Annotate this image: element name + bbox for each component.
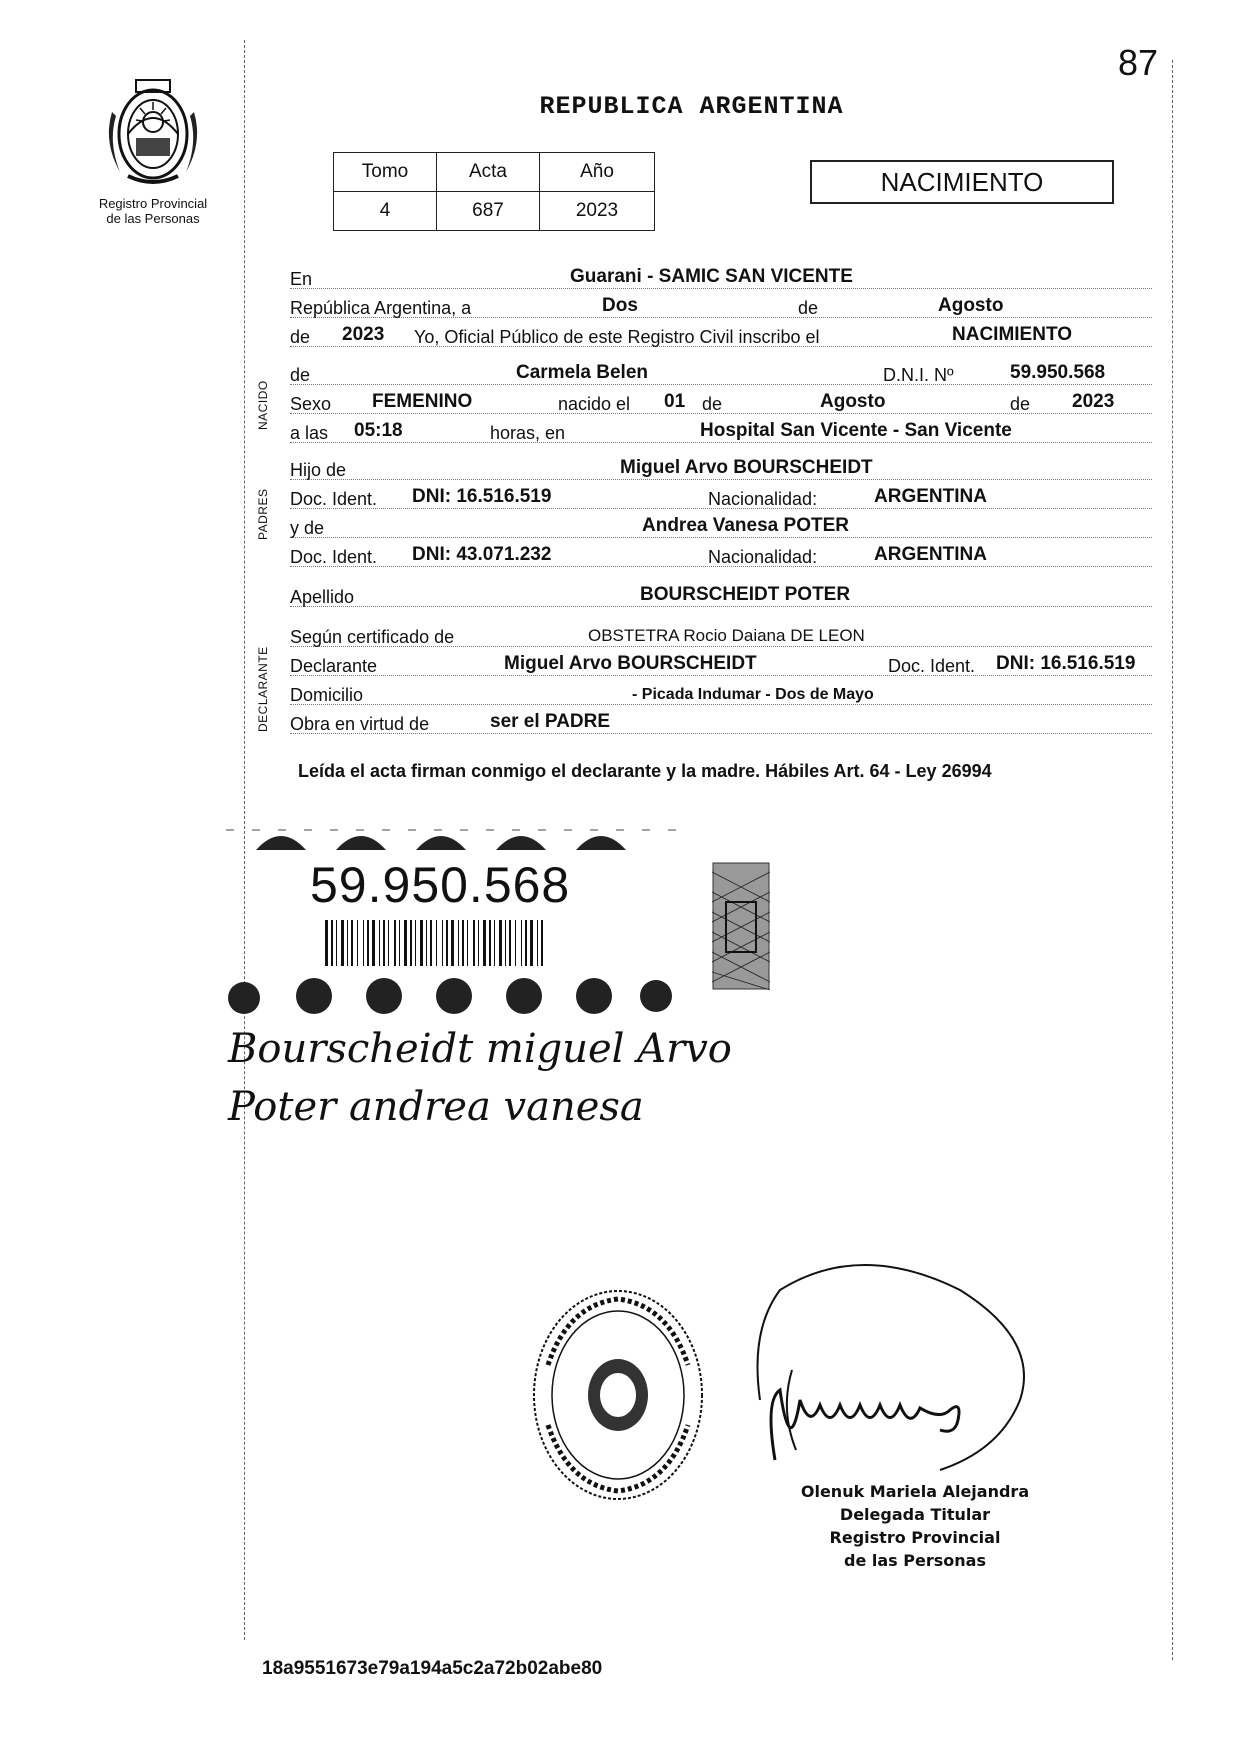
value-sexo: FEMENINO [372,391,473,412]
label-republica: República Argentina, a [290,298,472,318]
label-doc-3: Doc. Ident. [888,656,976,676]
page-number: 87 [1118,42,1159,83]
label-en: En [290,269,313,289]
row-father-doc [290,482,1152,509]
row-en [290,262,1152,289]
official-role: Delegada Titular [839,1505,991,1524]
row-sexo [290,387,1152,414]
document-hash: 18a9551673e79a194a5c2a72b02abe80 [262,1658,603,1679]
record-acta: 687 [437,192,540,231]
label-de-4: de [702,394,723,414]
value-certificado: OBSTETRA Rocio Daiana DE LEON [588,626,865,645]
section-label-padres: PADRES [256,488,270,540]
value-obra: ser el PADRE [490,711,611,732]
value-birth-time: 05:18 [354,420,403,441]
value-birth-place: Hospital San Vicente - San Vicente [700,420,1012,441]
label-doc-1: Doc. Ident. [290,489,378,509]
label-doc-2: Doc. Ident. [290,547,378,567]
issuer-line-2: de las Personas [106,211,200,226]
label-a-las: a las [290,423,329,443]
label-nacionalidad-2: Nacionalidad: [708,547,818,567]
official-seal [528,1285,708,1505]
value-declarante-doc: DNI: 16.516.519 [996,653,1136,674]
value-domicilio: - Picada Indumar - Dos de Mayo [632,686,874,703]
record-header-anio: Año [540,153,655,192]
label-declarante: Declarante [290,656,378,676]
value-mother-name: Andrea Vanesa POTER [642,515,849,536]
top-ornament-strip [226,822,676,852]
row-inscribo [290,320,1152,347]
barcode [325,920,550,966]
value-month: Agosto [938,295,1004,316]
row-hijo [290,453,1152,480]
official-org-line-1: Registro Provincial [829,1528,1001,1547]
official-block [790,1480,1040,1572]
row-hora [290,416,1152,443]
record-id-table [333,152,655,231]
row-declarante [290,649,1152,676]
value-inscribo: NACIMIENTO [952,324,1072,345]
row-mother-doc [290,540,1152,567]
label-horas: horas, en [490,423,566,443]
label-y-de: y de [290,518,325,538]
label-de-1: de [798,298,819,318]
closing-note: Leída el acta firman conmigo el declarante y la madre. Hábiles Art. 64 - Ley 26994 [298,761,992,781]
country-title: REPUBLICA ARGENTINA [539,92,844,121]
handwritten-names [228,1020,732,1136]
value-mother-doc: DNI: 43.071.232 [412,544,552,565]
official-org-line-2: de las Personas [844,1551,986,1570]
section-label-nacido: NACIDO [256,380,270,430]
handwritten-line-2: Poter andrea vanesa [228,1084,644,1130]
value-father-doc: DNI: 16.516.519 [412,486,552,507]
value-surname: BOURSCHEIDT POTER [640,584,851,605]
value-birth-month: Agosto [820,391,886,412]
issuer-line-1: Registro Provincial [98,196,208,211]
label-nacido-el: nacido el [558,394,631,414]
label-dni: D.N.I. Nº [883,365,954,385]
record-anio: 2023 [540,192,655,231]
label-inscribo: Yo, Oficial Público de este Registro Civil inscribo el [414,327,820,347]
bottom-ornament-strip [226,970,676,1016]
value-day: Dos [602,295,638,316]
label-obra: Obra en virtud de [290,714,430,734]
label-de-3: de [290,365,311,385]
row-date [290,291,1152,318]
row-certificado [290,620,1152,647]
value-en: Guarani - SAMIC SAN VICENTE [570,266,853,287]
right-margin-line [1172,60,1173,1660]
label-sexo: Sexo [290,394,332,414]
barcode-number: 59.950.568 [310,857,571,913]
handwritten-line-1: Bourscheidt miguel Arvo [228,1026,732,1072]
value-year: 2023 [342,324,385,345]
label-de-5: de [1010,394,1031,414]
label-hijo-de: Hijo de [290,460,347,480]
label-domicilio: Domicilio [290,685,364,705]
record-tomo: 4 [334,192,437,231]
label-de-2: de [290,327,311,347]
row-y-de [290,511,1152,538]
value-father-nat: ARGENTINA [874,486,987,507]
row-apellido [290,580,1152,607]
value-declarante: Miguel Arvo BOURSCHEIDT [504,653,757,674]
value-father-name: Miguel Arvo BOURSCHEIDT [620,457,873,478]
row-name [290,358,1152,385]
value-birth-year: 2023 [1072,391,1115,412]
coat-of-arms-icon [98,72,208,190]
record-header-acta: Acta [437,153,540,192]
value-birth-day: 01 [664,391,686,412]
official-name: Olenuk Mariela Alejandra [800,1482,1030,1501]
security-hologram [712,862,770,990]
row-obra [290,707,1152,734]
label-nacionalidad-1: Nacionalidad: [708,489,818,509]
value-dni: 59.950.568 [1010,362,1106,383]
label-apellido: Apellido [290,587,355,607]
row-domicilio [290,678,1152,705]
value-name: Carmela Belen [516,362,649,383]
signature [700,1250,1080,1500]
label-certificado: Según certificado de [290,627,455,647]
section-label-declarante: DECLARANTE [256,646,270,732]
value-mother-nat: ARGENTINA [874,544,987,565]
record-type: NACIMIENTO [810,160,1114,204]
record-header-tomo: Tomo [334,153,437,192]
